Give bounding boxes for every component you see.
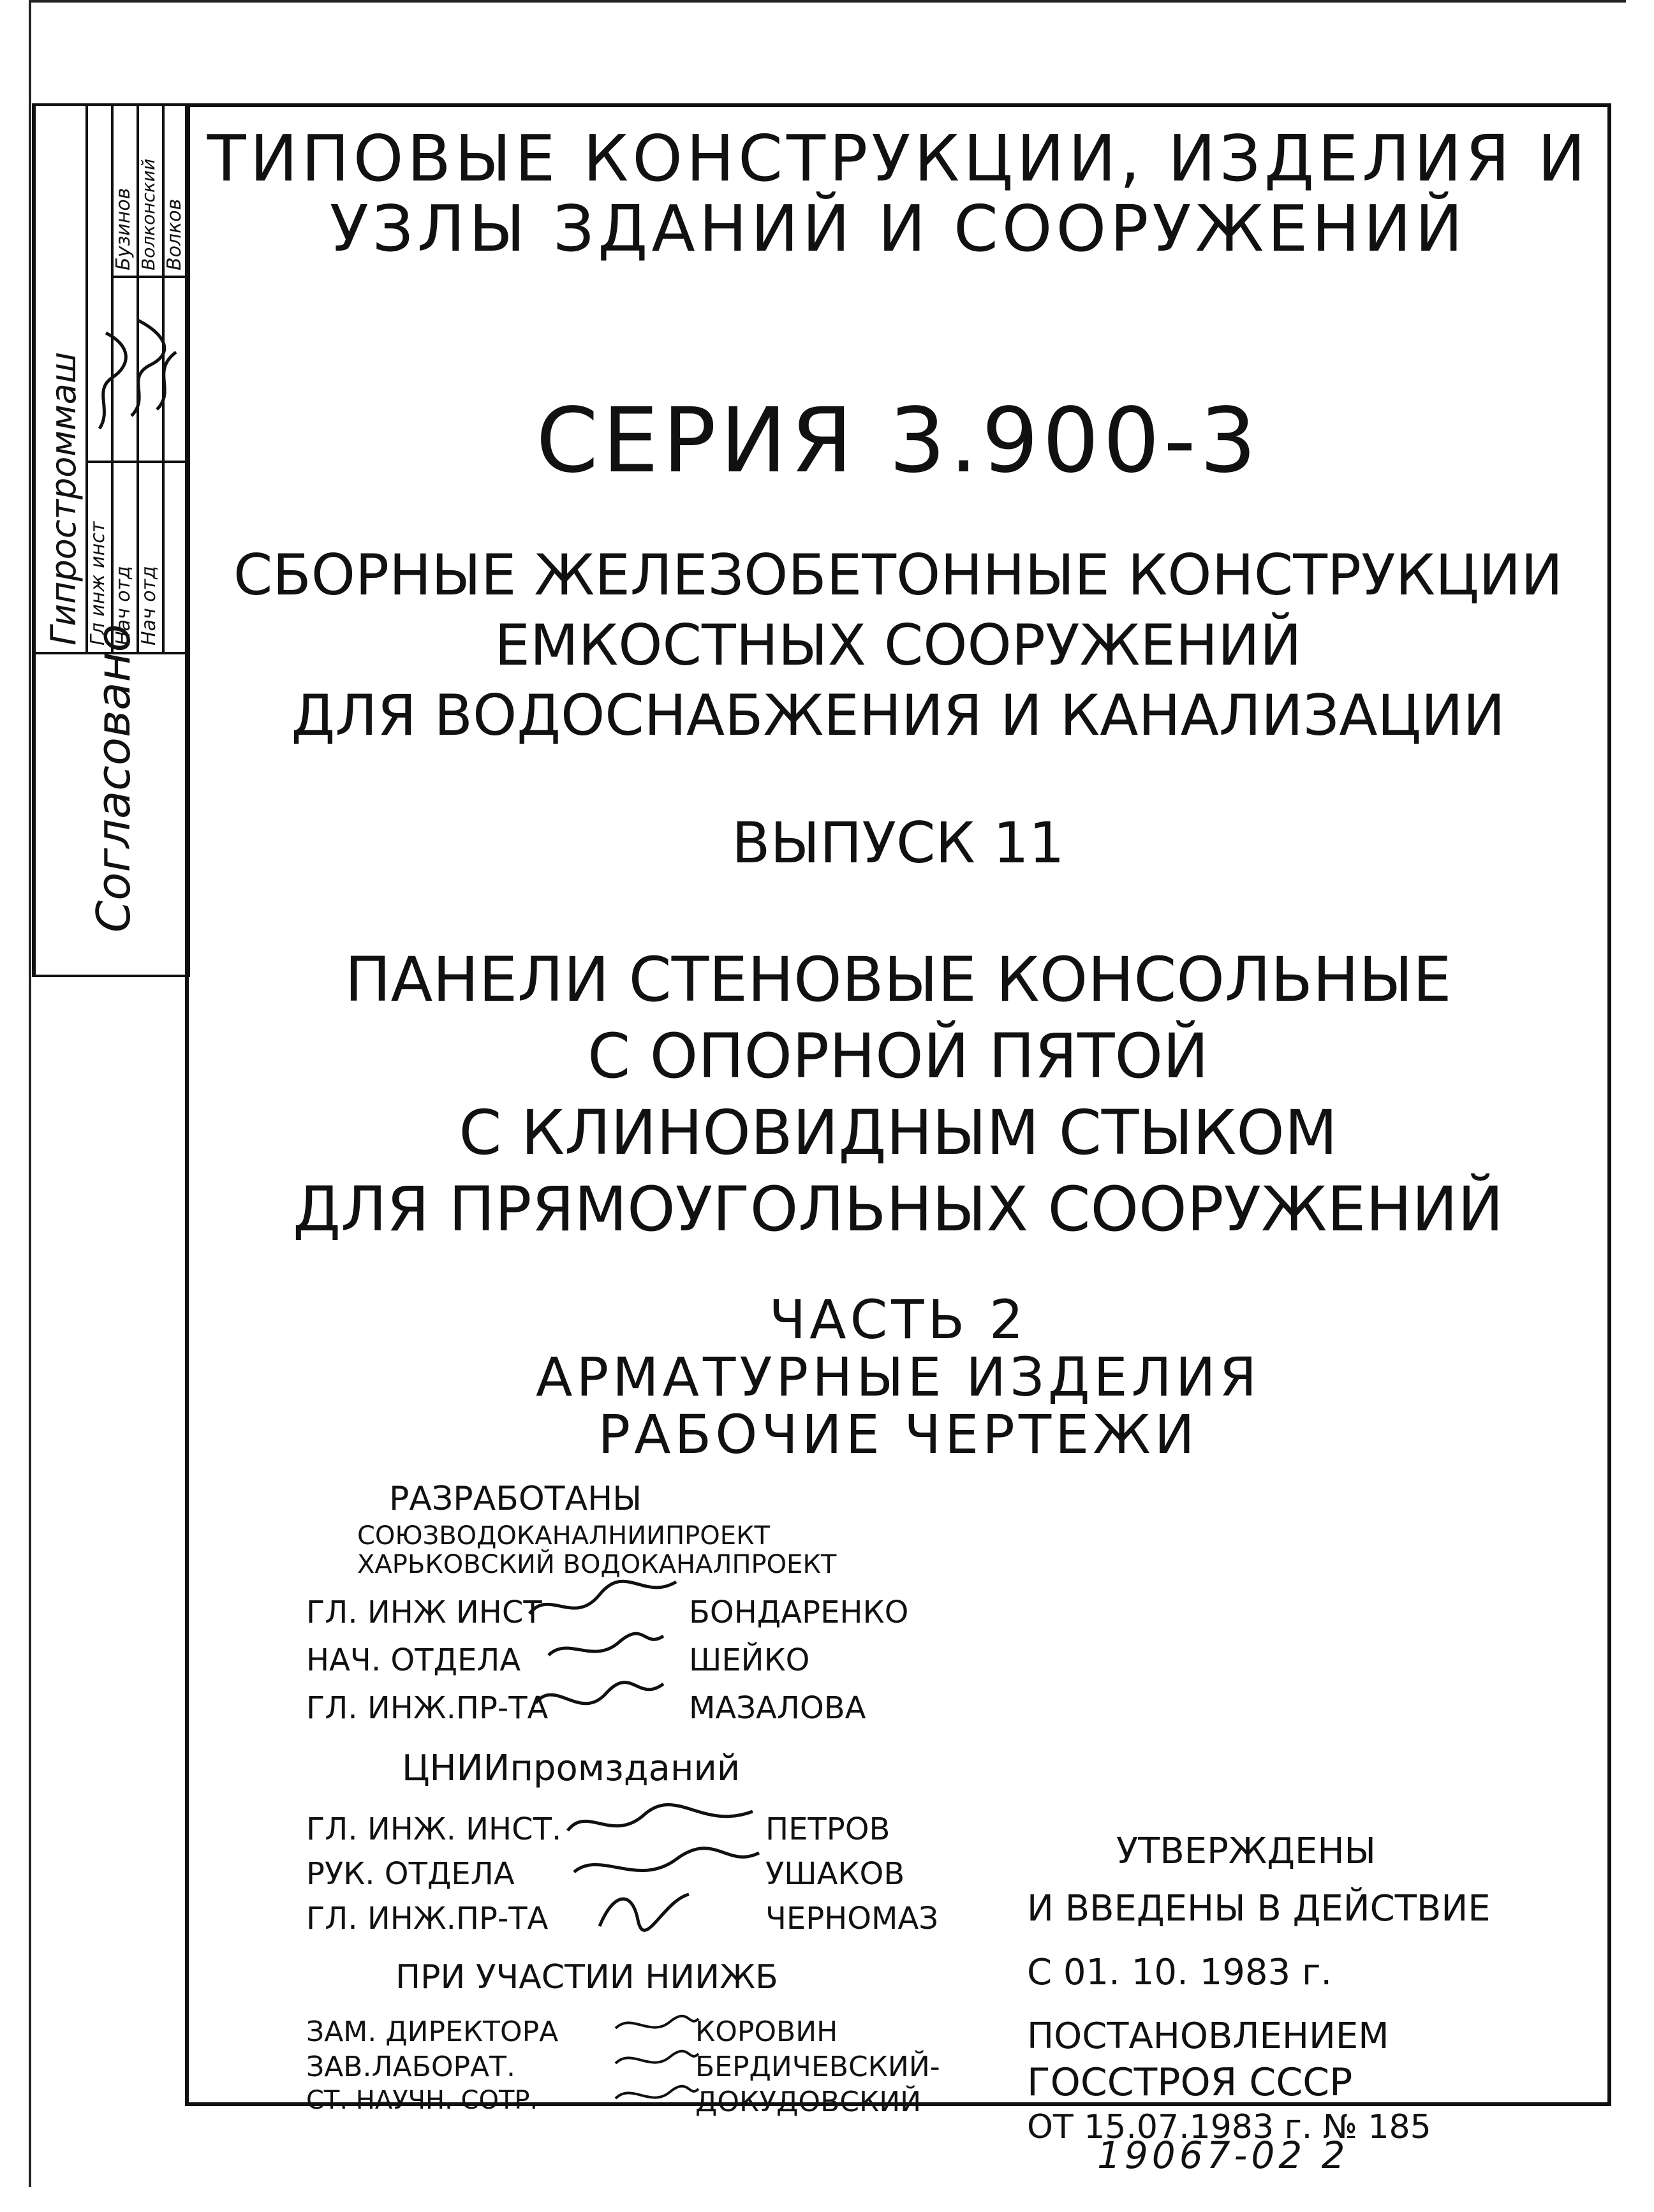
- product-line-4: ДЛЯ ПРЯМОУГОЛЬНЫХ СООРУЖЕНИЙ: [293, 1174, 1503, 1245]
- participation-note: ПРИ УЧАСТИИ НИИЖБ: [395, 1958, 778, 1996]
- approval-line-2: И ВВЕДЕНЫ В ДЕЙСТВИЕ: [1027, 1888, 1491, 1929]
- developer-signatures: [523, 1575, 683, 1741]
- developer3-role-2: ЗАВ.ЛАБОРАТ.: [306, 2051, 515, 2083]
- developer3-name-3: ДОКУДОВСКИЙ: [695, 2086, 922, 2118]
- developer3-role-1: ЗАМ. ДИРЕКТОРА: [306, 2016, 559, 2048]
- developer-name-2: ШЕЙКО: [689, 1642, 810, 1678]
- product-line-3: С КЛИНОВИДНЫМ СТЫКОМ: [459, 1097, 1338, 1169]
- developed-org-3: ЦНИИпромзданий: [402, 1748, 741, 1789]
- developer3-name-1: КОРОВИН: [695, 2016, 838, 2048]
- developer-name-1: БОНДАРЕНКО: [689, 1595, 909, 1630]
- developer2-role-2: РУК. ОТДЕЛА: [306, 1856, 515, 1892]
- developer3-role-3: СТ. НАУЧН. СОТР.: [306, 2086, 538, 2115]
- product-line-2: С ОПОРНОЙ ПЯТОЙ: [587, 1021, 1209, 1092]
- developer-name-3: МАЗАЛОВА: [689, 1690, 866, 1726]
- stamp-name-2: Волконский: [138, 158, 159, 270]
- stamp-agreed: Согласовано: [87, 624, 140, 933]
- developer3-name-2: БЕРДИЧЕВСКИЙ-: [695, 2051, 940, 2083]
- title-line-2: УЗЛЫ ЗДАНИЙ И СООРУЖЕНИЙ: [329, 191, 1467, 266]
- stamp-name-1: Бузинов: [112, 188, 135, 270]
- developer2-name-1: ПЕТРОВ: [765, 1811, 890, 1847]
- approval-line-4: ПОСТАНОВЛЕНИЕМ: [1027, 2016, 1389, 2057]
- stamp-signatures: [87, 282, 186, 454]
- product-line-1: ПАНЕЛИ СТЕНОВЫЕ КОНСОЛЬНЫЕ: [344, 944, 1452, 1015]
- approval-line-6: ОТ 15.07.1983 г. № 185: [1027, 2108, 1431, 2146]
- developer-role-1: ГЛ. ИНЖ ИНСТ: [306, 1595, 542, 1630]
- issue-number: ВЫПУСК 11: [732, 810, 1065, 876]
- title-line-1: ТИПОВЫЕ КОНСТРУКЦИИ, ИЗДЕЛИЯ И: [207, 121, 1590, 196]
- part-subtitle: РАБОЧИЕ ЧЕРТЕЖИ: [598, 1403, 1199, 1466]
- subject-line-3: ДЛЯ ВОДОСНАБЖЕНИЯ И КАНАЛИЗАЦИИ: [291, 682, 1505, 748]
- part-number: ЧАСТЬ 2: [769, 1288, 1028, 1351]
- stamp-name-3: Волков: [163, 198, 186, 270]
- developer2-signatures: [561, 1799, 765, 1939]
- document-number: 19067-02 2: [1097, 2134, 1349, 2177]
- developed-org-1: СОЮЗВОДОКАНАЛНИИПРОЕКТ: [357, 1521, 770, 1551]
- stamp-role-1: Гл инж инст: [87, 521, 109, 645]
- developer2-role-1: ГЛ. ИНЖ. ИНСТ.: [306, 1811, 562, 1847]
- stamp-org: Гипростроммаш: [43, 351, 84, 645]
- developer2-role-3: ГЛ. ИНЖ.ПР-ТА: [306, 1901, 549, 1936]
- developer-role-2: НАЧ. ОТДЕЛА: [306, 1642, 521, 1678]
- subject-line-2: ЕМКОСТНЫХ СООРУЖЕНИЙ: [494, 612, 1302, 678]
- approval-date: С 01. 10. 1983 г.: [1027, 1952, 1333, 1993]
- developer-role-3: ГЛ. ИНЖ.ПР-ТА: [306, 1690, 549, 1726]
- stamp-role-3: Нач отд: [138, 566, 160, 645]
- stamp-role-2: Нач отд: [112, 566, 135, 645]
- developer2-name-3: ЧЕРНОМАЗ: [765, 1901, 939, 1936]
- stamp-name-divider: [111, 276, 186, 278]
- approval-line-1: УТВЕРЖДЕНЫ: [1116, 1831, 1376, 1872]
- stamp-sign-divider: [85, 461, 186, 463]
- series-number: СЕРИЯ 3.900-3: [536, 389, 1260, 493]
- developed-heading: РАЗРАБОТАНЫ: [389, 1480, 642, 1518]
- stamp-bottom-line: [36, 975, 186, 977]
- developer2-name-2: УШАКОВ: [765, 1856, 905, 1892]
- approval-stamp: [32, 103, 190, 977]
- subject-line-1: СБОРНЫЕ ЖЕЛЕЗОБЕТОННЫЕ КОНСТРУКЦИИ: [233, 542, 1563, 608]
- approval-line-5: ГОССТРОЯ СССР: [1027, 2060, 1353, 2105]
- developed-org-2: ХАРЬКОВСКИЙ ВОДОКАНАЛПРОЕКТ: [357, 1550, 837, 1579]
- part-title: АРМАТУРНЫЕ ИЗДЕЛИЯ: [535, 1346, 1260, 1408]
- developer3-signatures: [612, 2009, 702, 2124]
